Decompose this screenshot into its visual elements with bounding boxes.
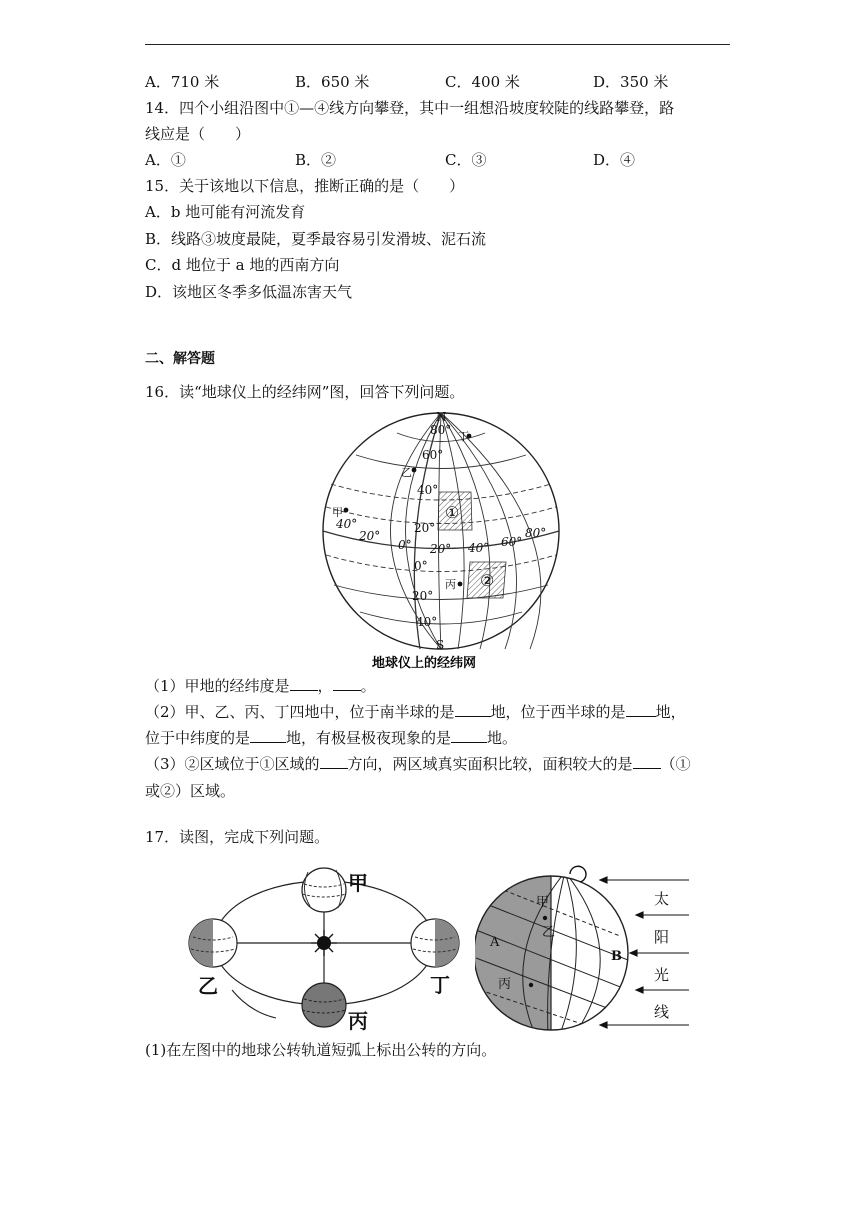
q15-option-b: B．线路③坡度最陡，夏季最容易引发滑坡、泥石流 (145, 230, 487, 248)
orbit-label-ding: 丁 (430, 973, 450, 997)
sunlight-char-1: 太 (654, 890, 670, 908)
header-rule (145, 44, 730, 45)
illum-label-yi: 乙 (542, 925, 556, 940)
illum-label-b: B (611, 949, 622, 964)
q16-sub1 (145, 676, 376, 696)
q13-option-a: A．710 米 (145, 73, 220, 91)
blank-7[interactable] (320, 754, 348, 769)
lon-label-60e: 60° (501, 535, 523, 549)
orbit-label-jia: 甲 (348, 871, 368, 895)
point-yi-label: 乙 (401, 466, 412, 479)
lat-label-80: 80° (430, 423, 452, 437)
illum-label-a: A (490, 935, 500, 950)
north-label: N (436, 410, 447, 424)
region-1-label: ① (445, 503, 460, 522)
q14-option-c: C．③ (445, 151, 487, 169)
blank-4[interactable] (626, 702, 656, 717)
blank-6[interactable] (451, 728, 487, 743)
lon-label-40w: 40° (336, 517, 358, 531)
orbit-label-bing: 丙 (348, 1009, 368, 1033)
lon-label-40e: 40° (468, 541, 490, 555)
q16-sub2-text-b: 地，位于西半球的是 (490, 703, 626, 721)
q14-stem-line1: 14．四个小组沿图中①—④线方向攀登，其中一组想沿坡度较陡的线路攀登，路 (145, 99, 675, 117)
section-heading: 二、解答题 (145, 351, 215, 367)
blank-2[interactable] (333, 676, 361, 691)
q16-sub3-text-c: （① (660, 755, 691, 773)
sunlight-char-4: 线 (654, 1003, 670, 1021)
point-ding-label: 丁 (458, 430, 469, 443)
lat-label-20s: 20° (412, 589, 434, 603)
lat-label-20n: 20° (414, 521, 436, 535)
q14-option-a: A．① (145, 151, 186, 169)
q16-sub2-text-f: 地。 (487, 729, 518, 747)
q16-sub2-line2 (145, 728, 517, 748)
q16-sub3-line2: 或②）区域。 (145, 782, 236, 800)
q14-option-b: B．② (295, 151, 337, 169)
q17-stem: 17．读图，完成下列问题。 (145, 828, 330, 846)
lat-label-40n: 40° (417, 483, 439, 497)
q15-stem: 15．关于该地以下信息，推断正确的是（ ） (145, 177, 465, 195)
region-2-label: ② (480, 571, 495, 590)
figure-caption: 地球仪上的经纬网 (372, 656, 477, 671)
lon-label-20w: 20° (359, 529, 381, 543)
illum-label-bing: 丙 (498, 977, 512, 992)
q16-sub3-line1 (145, 754, 691, 774)
q16-sub2-text-c: 地， (655, 703, 686, 721)
q16-sub1-text-b: ， (317, 677, 333, 695)
orbit-label-yi: 乙 (198, 974, 218, 998)
lon-label-20e: 20° (430, 542, 452, 556)
illum-label-jia: 甲 (536, 895, 550, 910)
q13-option-c: C．400 米 (445, 73, 520, 91)
lat-label-0: 0° (414, 559, 428, 573)
globe-graticule-figure (310, 405, 570, 675)
q15-option-c: C．d 地位于 a 地的西南方向 (145, 256, 340, 274)
q16-sub2-line1 (145, 702, 686, 722)
south-label: S (436, 638, 445, 652)
q13-option-d: D．350 米 (593, 73, 669, 91)
point-bing-label: 丙 (445, 578, 456, 591)
q14-option-d: D．④ (593, 151, 636, 169)
earth-illumination-figure (475, 860, 695, 1035)
q16-sub2-text-e: 地，有极昼极夜现象的是 (286, 729, 452, 747)
point-jia-label: 甲 (332, 506, 343, 519)
q16-sub3-text-a: （3）②区域位于①区域的 (145, 755, 320, 773)
q15-option-d: D．该地区冬季多低温冻害天气 (145, 283, 353, 301)
blank-5[interactable] (250, 728, 286, 743)
sunlight-char-2: 阳 (654, 928, 670, 946)
q16-sub3-text-b: 方向，两区域真实面积比较，面积较大的是 (347, 755, 633, 773)
lon-label-80e: 80° (525, 526, 547, 540)
q16-sub1-text-c: 。 (360, 677, 376, 695)
sunlight-char-3: 光 (654, 966, 670, 984)
sun-icon (311, 930, 337, 956)
q15-option-a: A．b 地可能有河流发育 (145, 203, 306, 221)
earth-orbit-figure (180, 860, 470, 1035)
lat-label-40s: 40° (416, 615, 438, 629)
q16-sub1-text-a: （1）甲地的经纬度是 (145, 677, 290, 695)
blank-3[interactable] (455, 702, 491, 717)
blank-8[interactable] (633, 754, 661, 769)
blank-1[interactable] (290, 676, 318, 691)
q13-option-b: B．650 米 (295, 73, 370, 91)
lon-label-0: 0° (398, 538, 412, 552)
q17-sub1: (1)在左图中的地球公转轨道短弧上标出公转的方向。 (145, 1041, 497, 1059)
q16-sub2-text-a: （2）甲、乙、丙、丁四地中，位于南半球的是 (145, 703, 455, 721)
q16-stem: 16．读“地球仪上的经纬网”图，回答下列问题。 (145, 383, 465, 401)
q16-sub2-text-d: 位于中纬度的是 (145, 729, 251, 747)
lat-label-60: 60° (422, 448, 444, 462)
q14-stem-line2: 线应是（ ） (145, 125, 251, 143)
